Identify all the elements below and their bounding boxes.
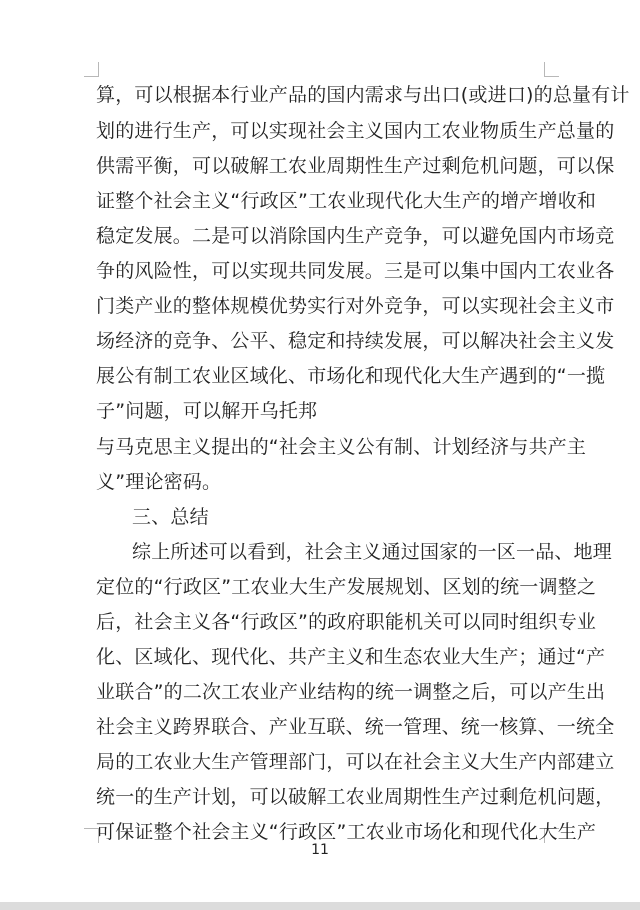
text-line: 统一的生产计划，可以破解工农业周期性生产过剩危机问题， xyxy=(96,786,615,808)
text-line: 业联合”的二次工农业产业结构的统一调整之后，可以产生出 xyxy=(96,681,606,703)
text-line: 局的工农业大生产管理部门，可以在社会主义大生产内部建立 xyxy=(96,751,615,773)
crop-mark-top-left xyxy=(84,62,99,77)
text-line: 争的风险性，可以实现共同发展。三是可以集中国内工农业各 xyxy=(96,260,615,282)
text-line: 化、区域化、现代化、共产主义和生态农业大生产；通过“产 xyxy=(96,646,606,668)
text-line: 供需平衡，可以破解工农业周期性生产过剩危机问题，可以保 xyxy=(96,155,615,177)
text-line: 划的进行生产，可以实现社会主义国内工农业物质生产总量的 xyxy=(96,120,615,142)
text-line: 定位的“行政区”工农业大生产发展规划、区划的统一调整之 xyxy=(96,576,597,598)
page-bottom-edge xyxy=(0,902,640,910)
text-line: 社会主义跨界联合、产业互联、统一管理、统一核算、一统全 xyxy=(96,716,615,738)
text-line: 场经济的竞争、公平、稳定和持续发展，可以解决社会主义发 xyxy=(96,330,615,352)
page-number: 11 xyxy=(311,842,329,858)
text-line: 可保证整个社会主义“行政区”工农业市场化和现代化大生产 xyxy=(96,821,597,843)
text-line: 后，社会主义各“行政区”的政府职能机关可以同时组织专业 xyxy=(96,611,597,633)
text-line: 子”问题，可以解开乌托邦 xyxy=(96,400,318,422)
crop-mark-top-right xyxy=(544,62,559,77)
text-line: 稳定发展。二是可以消除国内生产竞争，可以避免国内市场竞 xyxy=(96,225,615,247)
text-line: 与马克思主义提出的“社会主义公有制、计划经济与共产主 xyxy=(96,436,587,458)
text-line: 算，可以根据本行业产品的国内需求与出口(或进口)的总量有计 xyxy=(96,84,630,106)
text-line: 义”理论密码。 xyxy=(96,471,222,493)
text-line: 门类产业的整体规模优势实行对外竞争，可以实现社会主义市 xyxy=(96,295,615,317)
text-line: 综上所述可以看到，社会主义通过国家的一区一品、地理 xyxy=(132,541,613,563)
text-line: 展公有制工农业区域化、市场化和现代化大生产遇到的“一揽 xyxy=(96,365,606,387)
section-heading: 三、总结 xyxy=(132,506,209,528)
text-line: 证整个社会主义“行政区”工农业现代化大生产的增产增收和 xyxy=(96,190,597,212)
